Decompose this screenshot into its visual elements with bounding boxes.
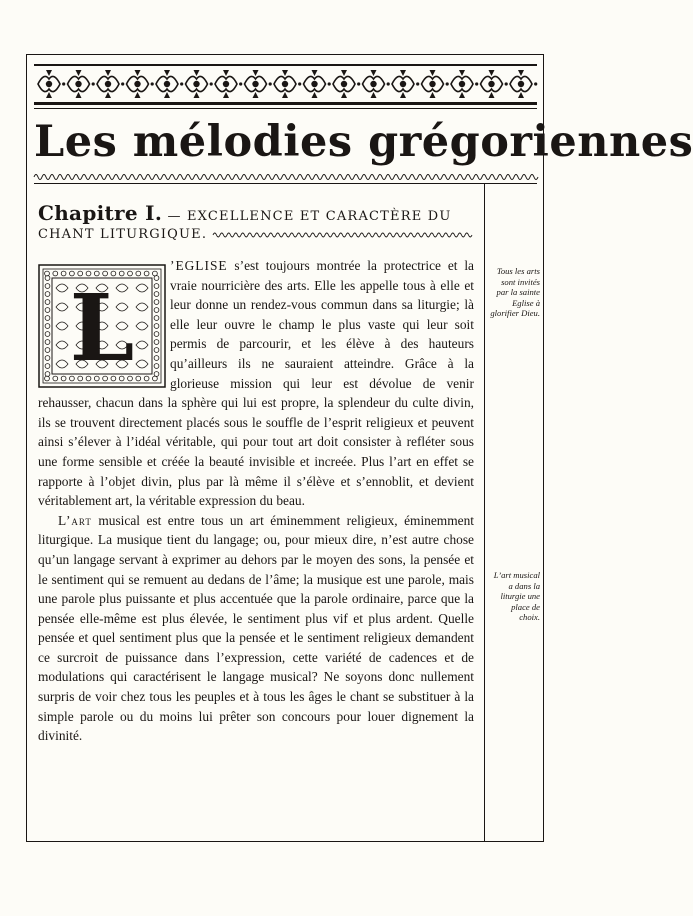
chapter-wave-ornament	[213, 231, 471, 239]
chapter-dash: —	[167, 209, 182, 224]
margin-note-2: L’art musical a dans la liturgie une place de choix.	[493, 570, 540, 623]
wavy-rule	[34, 172, 537, 182]
floral-ornament-band	[34, 64, 537, 104]
paragraph-2-text: L’art musical est entre tous un art éminemment religieux, éminemment liturgique. La musique tient du langage; ou, pour mieux dire, n’est autre chose qu’un langage servant à exprimer au dehors par le moyen des sons, la pensée et le sentiment qui se remuent au dedans de l’âme; la musique est une parole, mais une parole plus puissante et plus accentuée que la parole ordinaire, parce que la pensée elle-même est plus élevée, le sentiment plus vif et plus ardent. Quelle pensée et quel sentiment plus que la pensée et le sentiment religieux demandent ce surcroit de puissance dans l’expression, cette variété de cadences et de modulations qui caractérisent le langage musical? Ne soyons donc nullement surpris de voir chez tous les peuples et à tous les âges le chant se substituer à la simple parole ou du moins lui prêter son concours pour louer dignement la divinité.	[38, 512, 474, 744]
dropcap-letter: L	[69, 274, 135, 382]
chapter-label: Chapitre I.	[38, 201, 163, 225]
ornament-rule	[34, 104, 537, 109]
page-title: Les mélodies grégoriennes	[34, 117, 693, 167]
paragraph-1-text: ’EGLISE s’est toujours montrée la protectrice et la vraie nourricière des arts. Elle les appelle tous à elle et leur donne un rendez-vous commun dans sa liturgie; là elle leur ouvre le champ le plus vaste qui leur soit permis de parcourir, et les élève à des hauteurs qu’ailleurs ils ne sauraient atteindre. Grâce à la glorieuse mission qui leur est dévolue de venir rehausser, chacun dans la sphère qui lui est propre, la splendeur du culte divin, ils se trouvent directement placés sous le souffle de l’esprit religieux et peuvent ainsi s’élever à l’idéal véritable, qui pour tout art doit consister à refléter sous une forme sensible et créée la beauté invisible et increée. Plus l’art en effet se rapporte à l’objet divin, plus par là même il s’élève et s’ennoblit, et devient véritablement art, la véritable expression du beau.	[38, 258, 474, 509]
chapter-heading	[38, 201, 478, 244]
chapter-subtitle: EXCELLENCE ET CARACTÈRE DU CHANT LITURGIQUE.	[38, 209, 452, 242]
margin-note-1: Tous les arts sont invités par la sainte Eglise à glorifier Dieu.	[490, 266, 540, 319]
margin-rule	[484, 184, 485, 842]
title-rule	[34, 183, 537, 184]
floral-ornament	[34, 66, 537, 102]
paragraph-2	[38, 511, 474, 746]
dropcap-space	[38, 256, 170, 392]
paragraph-1	[38, 256, 474, 511]
body-text	[38, 256, 474, 746]
